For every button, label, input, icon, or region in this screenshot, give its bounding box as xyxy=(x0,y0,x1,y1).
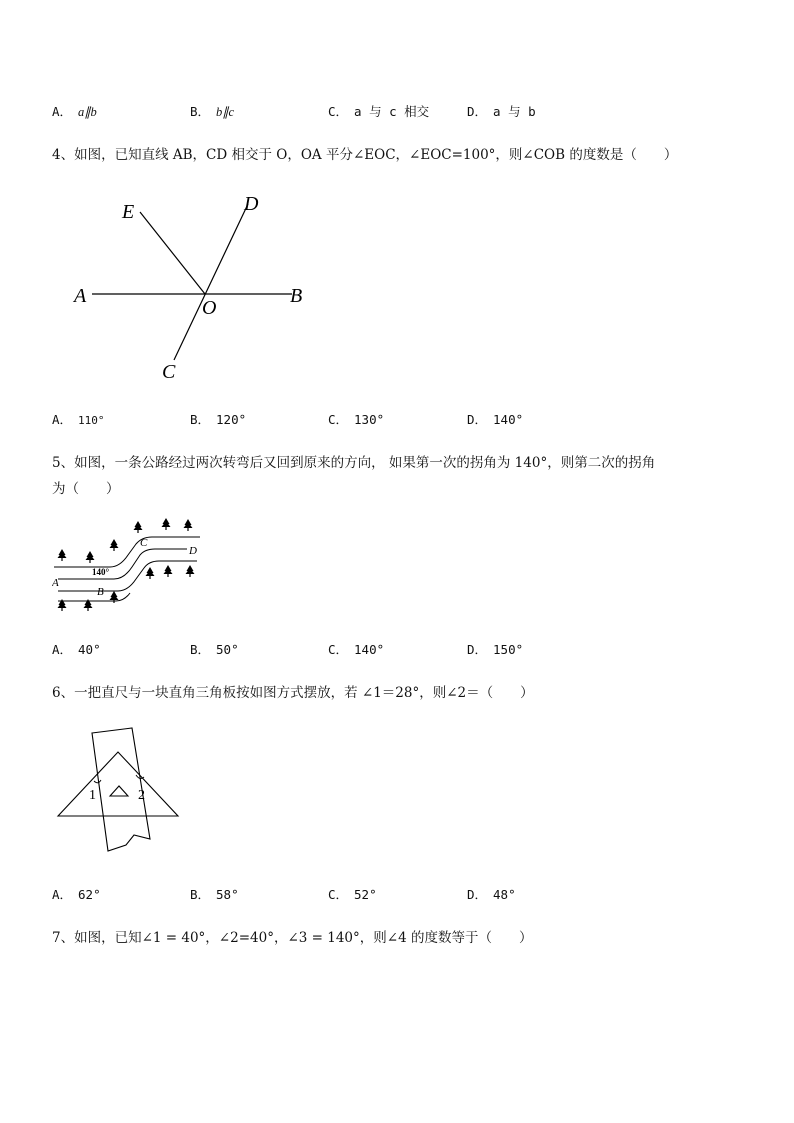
q5-stem-line2: 为（ ） xyxy=(52,481,120,497)
q4-option-a: A． 110° xyxy=(52,412,105,427)
q3-option-d: D． a 与 b xyxy=(467,104,536,119)
q5-option-c: C． 140° xyxy=(328,642,385,657)
q5-label-c: C xyxy=(140,537,148,549)
q5-option-d: D． 150° xyxy=(467,642,524,657)
q6-option-d: D． 48° xyxy=(467,887,516,902)
q5-option-b: B． 50° xyxy=(190,642,239,657)
q5-label-angle: 140° xyxy=(92,567,110,577)
q4-label-c: C xyxy=(162,361,176,383)
q6-option-c: C． 52° xyxy=(328,887,377,902)
q4-figure xyxy=(70,190,320,385)
q3-option-c: C． a 与 c 相交 xyxy=(328,104,430,119)
q3-option-b: B． b∥c xyxy=(190,104,235,119)
q6-stem: 6、一把直尺与一块直角三角板按如图方式摆放，若 ∠1＝28°，则∠2＝（ ） xyxy=(52,685,534,701)
q4-label-b: B xyxy=(290,285,303,307)
q4-option-b: B． 120° xyxy=(190,412,247,427)
q6-label-1: 1 xyxy=(89,788,96,803)
q4-stem: 4、如图，已知直线 AB，CD 相交于 O，OA 平分∠EOC，∠EOC=100°，则∠COB 的度数是（ ） xyxy=(52,147,678,163)
q4-label-a: A xyxy=(74,285,87,307)
q6-option-a: A． 62° xyxy=(52,887,101,902)
q5-label-b: B xyxy=(97,586,104,598)
q6-label-2: 2 xyxy=(138,788,145,803)
q4-label-d: D xyxy=(244,193,259,215)
q5-label-d: D xyxy=(189,545,197,557)
q5-figure xyxy=(52,515,202,620)
q4-option-d: D． 140° xyxy=(467,412,524,427)
q6-option-b: B． 58° xyxy=(190,887,239,902)
q3-option-a: A． a∥b xyxy=(52,104,97,119)
q6-figure xyxy=(52,725,187,855)
q5-stem-line1: 5、如图，一条公路经过两次转弯后又回到原来的方向， 如果第一次的拐角为 140°，则第二次的拐角 xyxy=(52,455,656,471)
q4-label-o: O xyxy=(202,297,217,319)
q4-label-e: E xyxy=(122,201,135,223)
q5-label-a: A xyxy=(52,577,59,589)
q4-option-c: C． 130° xyxy=(328,412,385,427)
q5-option-a: A． 40° xyxy=(52,642,101,657)
q7-stem: 7、如图，已知∠1 = 40°，∠2=40°，∠3 = 140°，则∠4 的度数等于（ ） xyxy=(52,930,533,946)
